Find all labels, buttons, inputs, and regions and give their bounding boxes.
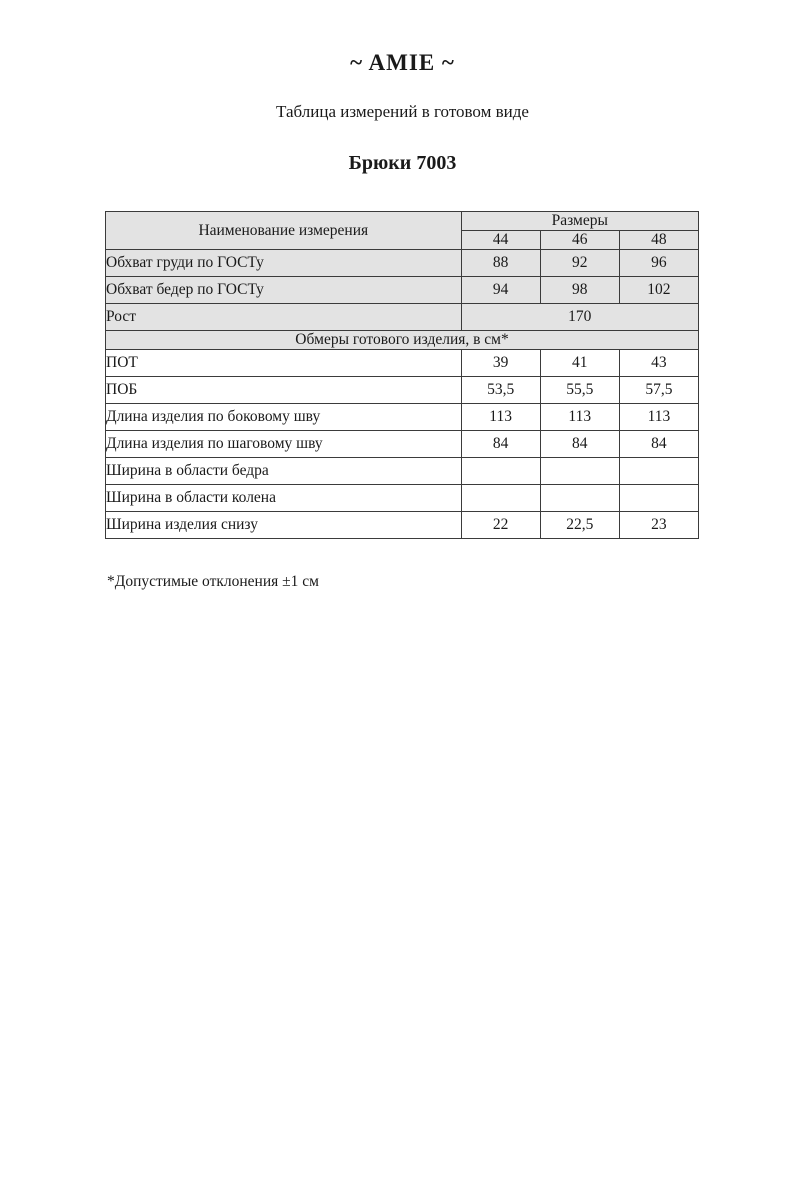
- row-label: Ширина в области бедра: [106, 458, 462, 485]
- table-row: [106, 250, 699, 277]
- row-value: 113: [619, 404, 698, 431]
- section-title: Обмеры готового изделия, в см*: [106, 331, 699, 350]
- table-row: [106, 458, 699, 485]
- row-value: 92: [540, 250, 619, 277]
- row-value: 53,5: [461, 377, 540, 404]
- row-value: 170: [461, 304, 698, 331]
- header-sizes: Размеры: [461, 212, 698, 231]
- header-measurement-name: Наименование измерения: [106, 212, 462, 250]
- table-row: [106, 485, 699, 512]
- row-value: 39: [461, 350, 540, 377]
- row-value: 23: [619, 512, 698, 539]
- row-value: [540, 485, 619, 512]
- row-label: ПОТ: [106, 350, 462, 377]
- row-value: 41: [540, 350, 619, 377]
- table-row: [106, 304, 699, 331]
- row-label: Ширина изделия снизу: [106, 512, 462, 539]
- row-value: 84: [619, 431, 698, 458]
- row-value: 98: [540, 277, 619, 304]
- document-subtitle: Таблица измерений в готовом виде: [276, 102, 529, 121]
- row-label: Ширина в области колена: [106, 485, 462, 512]
- header-size-46: 46: [540, 231, 619, 250]
- table-row: [106, 277, 699, 304]
- row-value: [540, 458, 619, 485]
- row-label: Длина изделия по шаговому шву: [106, 431, 462, 458]
- row-label: Обхват груди по ГОСТу: [106, 250, 462, 277]
- brand-title: ~ AMIE ~: [350, 50, 455, 75]
- row-value: 22,5: [540, 512, 619, 539]
- footnote: *Допустимые отклонения ±1 см: [107, 573, 319, 590]
- header-size-44: 44: [461, 231, 540, 250]
- row-value: [619, 458, 698, 485]
- row-value: 43: [619, 350, 698, 377]
- row-value: 55,5: [540, 377, 619, 404]
- table-header-row-1: [106, 212, 699, 231]
- row-value: 102: [619, 277, 698, 304]
- row-value: 113: [461, 404, 540, 431]
- row-value: 57,5: [619, 377, 698, 404]
- row-value: 94: [461, 277, 540, 304]
- table-row: [106, 512, 699, 539]
- row-value: [619, 485, 698, 512]
- row-value: 88: [461, 250, 540, 277]
- row-value: 96: [619, 250, 698, 277]
- table-row: [106, 431, 699, 458]
- section-header-row: [106, 331, 699, 350]
- row-label: Длина изделия по боковому шву: [106, 404, 462, 431]
- row-label: Обхват бедер по ГОСТу: [106, 277, 462, 304]
- row-value: 113: [540, 404, 619, 431]
- measurements-table: [105, 211, 699, 539]
- row-value: 84: [540, 431, 619, 458]
- row-value: 22: [461, 512, 540, 539]
- row-value: 84: [461, 431, 540, 458]
- row-label: Рост: [106, 304, 462, 331]
- row-value: [461, 458, 540, 485]
- header-size-48: 48: [619, 231, 698, 250]
- row-value: [461, 485, 540, 512]
- model-title: Брюки 7003: [348, 152, 457, 174]
- table-row: [106, 404, 699, 431]
- table-row: [106, 350, 699, 377]
- row-label: ПОБ: [106, 377, 462, 404]
- table-row: [106, 377, 699, 404]
